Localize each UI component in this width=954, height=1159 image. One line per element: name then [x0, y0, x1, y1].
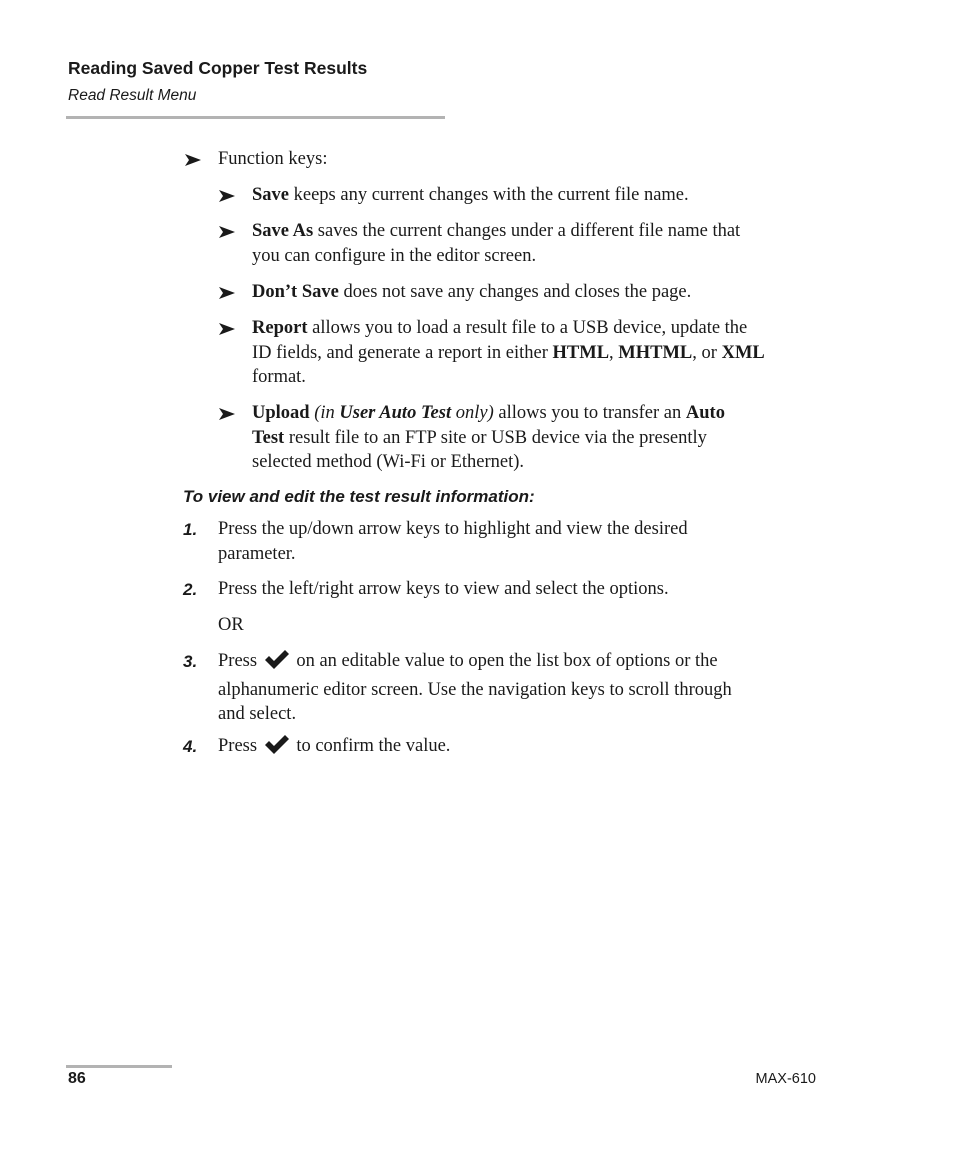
key-name: Upload — [252, 403, 310, 423]
paren-close: only) — [451, 403, 494, 423]
step-2-text: Press the left/right arrow keys to view and select the options. — [218, 579, 669, 599]
step-line: and select. — [218, 704, 297, 724]
step-line: Press — [218, 651, 258, 671]
format-html: HTML — [552, 342, 610, 363]
key-name: Save As — [252, 221, 314, 241]
step-number: 4. — [183, 737, 198, 756]
function-key-dont-save — [252, 280, 691, 305]
page-number: 86 — [68, 1070, 86, 1087]
step-line: Press — [218, 736, 258, 756]
key-description: allows you to transfer an — [493, 403, 686, 423]
step-3-text — [218, 649, 732, 727]
function-key-upload — [252, 401, 725, 475]
function-keys-intro: Function keys: — [218, 149, 328, 169]
key-description-cont: result file to an FTP site or USB device via the presently — [284, 427, 707, 448]
step-line: alphanumeric editor screen. Use the navigation keys to scroll through — [218, 679, 732, 700]
step-line: on an editable value to open the list box of options or the — [291, 651, 718, 671]
key-description-cont: selected method (Wi-Fi or Ethernet). — [252, 452, 525, 472]
auto-label: Auto — [685, 403, 725, 423]
bullet-arrow-icon — [218, 402, 236, 426]
function-key-save-as — [252, 219, 740, 268]
function-key-report — [252, 316, 765, 390]
step-4-text — [218, 734, 450, 763]
procedure-title: To view and edit the test result information: — [183, 487, 535, 506]
key-name: Report — [252, 318, 308, 338]
test-label: Test — [252, 427, 285, 448]
bullet-arrow-icon — [218, 184, 236, 208]
key-description: saves the current changes under a different file name that — [313, 221, 741, 241]
step-number: 2. — [183, 580, 198, 599]
bullet-arrow-icon — [218, 220, 236, 244]
format-xml: XML — [721, 342, 765, 363]
key-description: does not save any changes and closes the page. — [338, 282, 692, 302]
product-name: MAX-610 — [755, 1071, 816, 1087]
step-or: OR — [218, 615, 244, 635]
header-rule — [66, 116, 445, 119]
bullet-arrow-icon — [184, 148, 202, 172]
step-1-text — [218, 517, 688, 566]
key-name: Save — [252, 185, 289, 205]
key-name: Don’t Save — [252, 282, 339, 302]
key-description-cont: ID fields, and generate a report in either — [252, 342, 553, 363]
bullet-arrow-icon — [218, 317, 236, 341]
check-key-icon — [264, 735, 290, 763]
bullet-arrow-icon — [218, 281, 236, 305]
step-line: to confirm the value. — [291, 736, 451, 756]
key-description-cont: you can configure in the editor screen. — [252, 245, 537, 266]
check-key-icon — [264, 650, 290, 678]
section-title: Reading Saved Copper Test Results — [68, 58, 368, 78]
separator: , or — [692, 342, 722, 363]
format-mhtml: MHTML — [618, 342, 693, 363]
section-subtitle: Read Result Menu — [68, 87, 197, 104]
separator: , — [609, 342, 619, 363]
paren-open: (in — [309, 403, 340, 423]
step-line: parameter. — [218, 543, 296, 564]
step-number: 1. — [183, 520, 198, 539]
key-description: allows you to load a result file to a USB device, update the — [307, 318, 748, 338]
key-description-cont: format. — [252, 367, 306, 387]
key-description: keeps any current changes with the current file name. — [289, 185, 689, 205]
mode-name: User Auto Test — [339, 403, 452, 423]
step-line: Press the up/down arrow keys to highlight and view the desired — [218, 519, 688, 539]
function-key-save — [252, 183, 689, 208]
step-number: 3. — [183, 652, 198, 671]
footer-rule — [66, 1065, 172, 1068]
